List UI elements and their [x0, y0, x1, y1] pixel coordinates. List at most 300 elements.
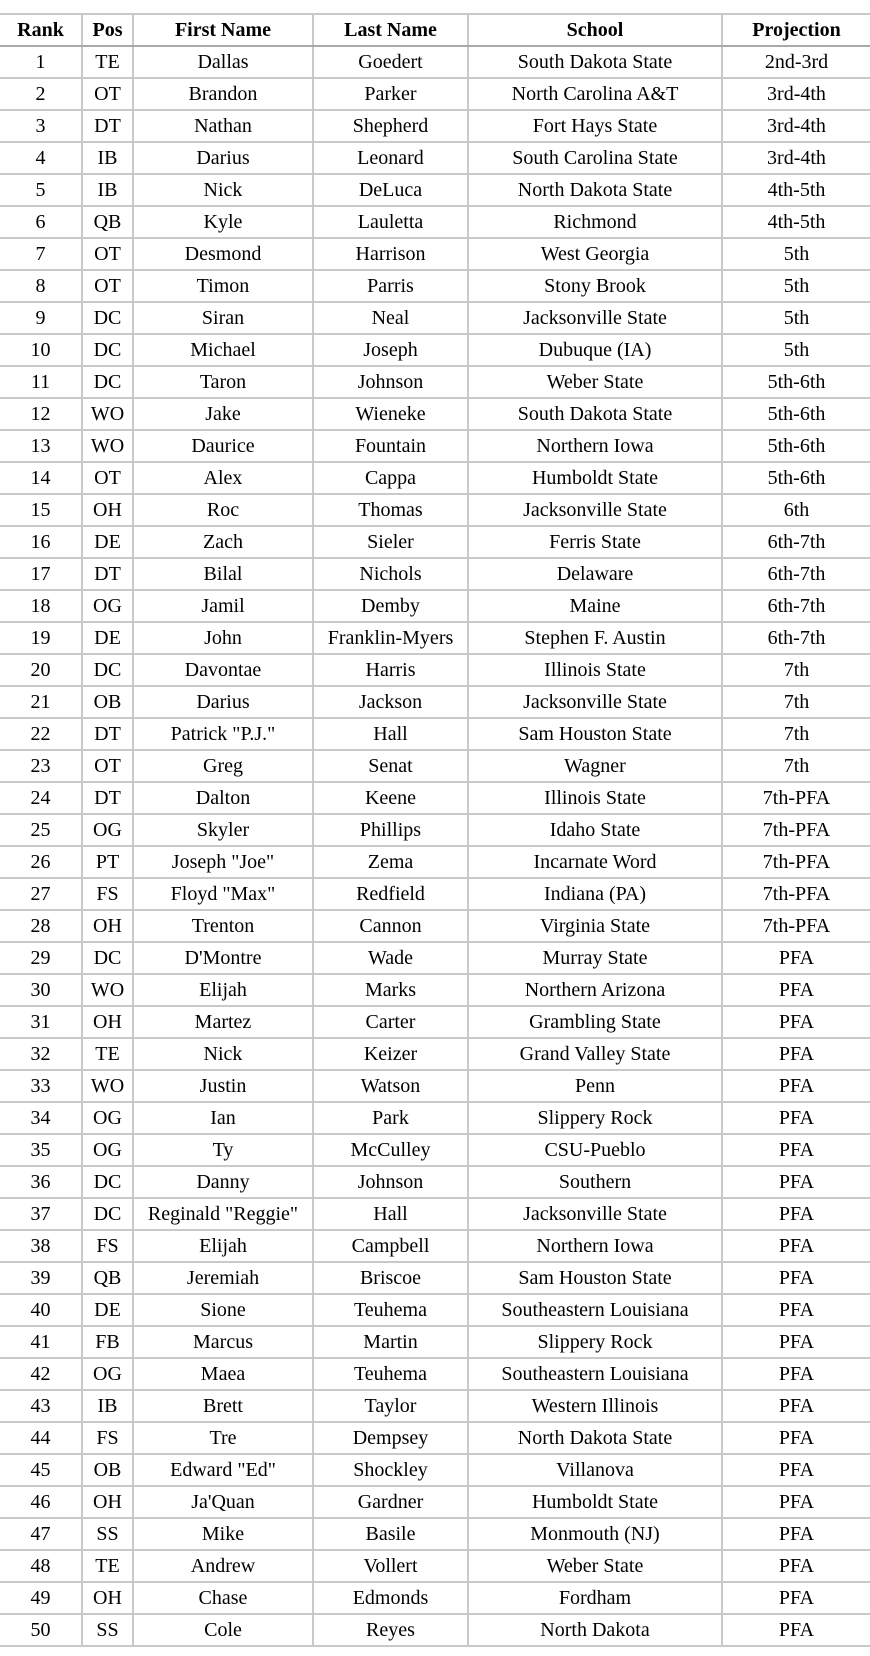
cell-school: Stony Brook: [468, 270, 722, 302]
cell-projection: 7th-PFA: [722, 782, 870, 814]
cell-pos: TE: [82, 46, 133, 78]
table-row: [0, 1198, 870, 1230]
table-row: [0, 1038, 870, 1070]
cell-last-name: Jackson: [313, 686, 468, 718]
cell-pos: WO: [82, 974, 133, 1006]
table-row: [0, 270, 870, 302]
cell-projection: PFA: [722, 1422, 870, 1454]
cell-rank: 41: [0, 1326, 82, 1358]
cell-last-name: Vollert: [313, 1550, 468, 1582]
cell-pos: FS: [82, 1422, 133, 1454]
cell-first-name: Nick: [133, 174, 313, 206]
table-row: [0, 1070, 870, 1102]
cell-last-name: Shepherd: [313, 110, 468, 142]
cell-first-name: Brett: [133, 1390, 313, 1422]
cell-rank: 9: [0, 302, 82, 334]
cell-school: Slippery Rock: [468, 1102, 722, 1134]
cell-school: Northern Arizona: [468, 974, 722, 1006]
cell-projection: PFA: [722, 1582, 870, 1614]
cell-projection: 2nd-3rd: [722, 46, 870, 78]
cell-projection: 7th: [722, 718, 870, 750]
cell-pos: OH: [82, 1486, 133, 1518]
cell-rank: 38: [0, 1230, 82, 1262]
cell-rank: 2: [0, 78, 82, 110]
cell-rank: 40: [0, 1294, 82, 1326]
table-row: [0, 750, 870, 782]
cell-projection: PFA: [722, 1294, 870, 1326]
cell-last-name: Gardner: [313, 1486, 468, 1518]
cell-projection: PFA: [722, 1358, 870, 1390]
cell-first-name: Taron: [133, 366, 313, 398]
cell-school: Jacksonville State: [468, 302, 722, 334]
cell-projection: 6th: [722, 494, 870, 526]
cell-first-name: Jake: [133, 398, 313, 430]
cell-pos: OG: [82, 1134, 133, 1166]
cell-pos: FS: [82, 1230, 133, 1262]
cell-first-name: Dalton: [133, 782, 313, 814]
cell-school: Stephen F. Austin: [468, 622, 722, 654]
table-row: [0, 1166, 870, 1198]
cell-rank: 43: [0, 1390, 82, 1422]
cell-last-name: Carter: [313, 1006, 468, 1038]
draft-prospects-table: [0, 13, 870, 1647]
cell-last-name: Campbell: [313, 1230, 468, 1262]
cell-school: Sam Houston State: [468, 718, 722, 750]
cell-projection: PFA: [722, 1454, 870, 1486]
cell-rank: 12: [0, 398, 82, 430]
table-header: [0, 14, 870, 46]
cell-projection: 6th-7th: [722, 590, 870, 622]
cell-last-name: Phillips: [313, 814, 468, 846]
cell-rank: 6: [0, 206, 82, 238]
cell-rank: 22: [0, 718, 82, 750]
cell-rank: 8: [0, 270, 82, 302]
cell-school: Grand Valley State: [468, 1038, 722, 1070]
cell-pos: DC: [82, 1166, 133, 1198]
cell-rank: 11: [0, 366, 82, 398]
cell-rank: 50: [0, 1614, 82, 1646]
table-row: [0, 1454, 870, 1486]
cell-last-name: Goedert: [313, 46, 468, 78]
table-row: [0, 430, 870, 462]
header-row: [0, 14, 870, 46]
cell-school: Illinois State: [468, 782, 722, 814]
table-row: [0, 1294, 870, 1326]
cell-school: Dubuque (IA): [468, 334, 722, 366]
cell-rank: 19: [0, 622, 82, 654]
cell-first-name: John: [133, 622, 313, 654]
table-body: [0, 46, 870, 1646]
cell-last-name: Thomas: [313, 494, 468, 526]
cell-last-name: Hall: [313, 1198, 468, 1230]
cell-projection: PFA: [722, 1134, 870, 1166]
cell-pos: DT: [82, 110, 133, 142]
cell-first-name: Reginald "Reggie": [133, 1198, 313, 1230]
cell-school: Wagner: [468, 750, 722, 782]
cell-rank: 33: [0, 1070, 82, 1102]
cell-pos: DC: [82, 366, 133, 398]
table-row: [0, 398, 870, 430]
cell-rank: 15: [0, 494, 82, 526]
cell-last-name: Hall: [313, 718, 468, 750]
cell-projection: PFA: [722, 1550, 870, 1582]
cell-pos: IB: [82, 174, 133, 206]
cell-projection: 6th-7th: [722, 558, 870, 590]
cell-last-name: Sieler: [313, 526, 468, 558]
cell-first-name: Siran: [133, 302, 313, 334]
cell-school: West Georgia: [468, 238, 722, 270]
cell-school: Penn: [468, 1070, 722, 1102]
cell-school: South Dakota State: [468, 46, 722, 78]
cell-last-name: Taylor: [313, 1390, 468, 1422]
cell-first-name: Justin: [133, 1070, 313, 1102]
cell-rank: 27: [0, 878, 82, 910]
cell-projection: 7th: [722, 686, 870, 718]
cell-projection: 4th-5th: [722, 174, 870, 206]
cell-pos: DC: [82, 334, 133, 366]
cell-projection: PFA: [722, 1102, 870, 1134]
cell-school: Slippery Rock: [468, 1326, 722, 1358]
cell-school: Jacksonville State: [468, 686, 722, 718]
cell-last-name: Franklin-Myers: [313, 622, 468, 654]
cell-first-name: Roc: [133, 494, 313, 526]
cell-school: Western Illinois: [468, 1390, 722, 1422]
cell-pos: IB: [82, 1390, 133, 1422]
cell-last-name: Zema: [313, 846, 468, 878]
cell-last-name: Harris: [313, 654, 468, 686]
table-row: [0, 1550, 870, 1582]
cell-first-name: Floyd "Max": [133, 878, 313, 910]
cell-projection: PFA: [722, 1326, 870, 1358]
table-row: [0, 302, 870, 334]
table-row: [0, 1422, 870, 1454]
cell-rank: 46: [0, 1486, 82, 1518]
cell-pos: OG: [82, 814, 133, 846]
cell-pos: OH: [82, 910, 133, 942]
cell-school: Virginia State: [468, 910, 722, 942]
cell-last-name: DeLuca: [313, 174, 468, 206]
cell-first-name: Darius: [133, 142, 313, 174]
table-row: [0, 782, 870, 814]
cell-projection: PFA: [722, 1390, 870, 1422]
cell-pos: IB: [82, 142, 133, 174]
column-header-school: School: [468, 14, 722, 46]
cell-first-name: Desmond: [133, 238, 313, 270]
cell-first-name: Nick: [133, 1038, 313, 1070]
cell-rank: 49: [0, 1582, 82, 1614]
table-row: [0, 238, 870, 270]
cell-projection: PFA: [722, 1070, 870, 1102]
cell-rank: 17: [0, 558, 82, 590]
cell-projection: 5th-6th: [722, 430, 870, 462]
cell-school: Southern: [468, 1166, 722, 1198]
cell-projection: PFA: [722, 1230, 870, 1262]
cell-school: Delaware: [468, 558, 722, 590]
cell-last-name: Watson: [313, 1070, 468, 1102]
cell-projection: 3rd-4th: [722, 142, 870, 174]
cell-last-name: Johnson: [313, 366, 468, 398]
cell-school: Monmouth (NJ): [468, 1518, 722, 1550]
cell-rank: 18: [0, 590, 82, 622]
cell-school: North Carolina A&T: [468, 78, 722, 110]
cell-rank: 36: [0, 1166, 82, 1198]
cell-first-name: Davontae: [133, 654, 313, 686]
cell-pos: OH: [82, 1006, 133, 1038]
cell-rank: 37: [0, 1198, 82, 1230]
cell-first-name: Martez: [133, 1006, 313, 1038]
table-row: [0, 366, 870, 398]
cell-rank: 25: [0, 814, 82, 846]
cell-first-name: Trenton: [133, 910, 313, 942]
table-row: [0, 910, 870, 942]
cell-first-name: Danny: [133, 1166, 313, 1198]
cell-pos: OT: [82, 750, 133, 782]
cell-first-name: Skyler: [133, 814, 313, 846]
cell-school: Illinois State: [468, 654, 722, 686]
cell-first-name: Dallas: [133, 46, 313, 78]
cell-pos: OT: [82, 270, 133, 302]
cell-rank: 31: [0, 1006, 82, 1038]
cell-pos: QB: [82, 206, 133, 238]
cell-pos: OG: [82, 1102, 133, 1134]
table-row: [0, 110, 870, 142]
cell-pos: DC: [82, 1198, 133, 1230]
cell-projection: 7th-PFA: [722, 910, 870, 942]
table-row: [0, 718, 870, 750]
cell-first-name: Sione: [133, 1294, 313, 1326]
cell-last-name: Demby: [313, 590, 468, 622]
cell-projection: 3rd-4th: [722, 110, 870, 142]
table-row: [0, 1614, 870, 1646]
table-row: [0, 1134, 870, 1166]
cell-rank: 47: [0, 1518, 82, 1550]
cell-rank: 3: [0, 110, 82, 142]
cell-pos: OT: [82, 462, 133, 494]
cell-first-name: Tre: [133, 1422, 313, 1454]
cell-rank: 20: [0, 654, 82, 686]
cell-rank: 5: [0, 174, 82, 206]
cell-projection: PFA: [722, 1166, 870, 1198]
cell-pos: SS: [82, 1614, 133, 1646]
cell-pos: DE: [82, 526, 133, 558]
cell-first-name: Joseph "Joe": [133, 846, 313, 878]
cell-school: Grambling State: [468, 1006, 722, 1038]
cell-rank: 45: [0, 1454, 82, 1486]
cell-last-name: Martin: [313, 1326, 468, 1358]
cell-rank: 4: [0, 142, 82, 174]
table-row: [0, 174, 870, 206]
cell-last-name: Wieneke: [313, 398, 468, 430]
cell-school: Sam Houston State: [468, 1262, 722, 1294]
cell-school: Maine: [468, 590, 722, 622]
cell-projection: 7th-PFA: [722, 814, 870, 846]
cell-projection: PFA: [722, 974, 870, 1006]
cell-first-name: D'Montre: [133, 942, 313, 974]
table-row: [0, 1006, 870, 1038]
cell-rank: 48: [0, 1550, 82, 1582]
cell-first-name: Elijah: [133, 1230, 313, 1262]
cell-projection: 5th: [722, 270, 870, 302]
cell-school: Idaho State: [468, 814, 722, 846]
cell-last-name: Nichols: [313, 558, 468, 590]
cell-pos: DT: [82, 782, 133, 814]
cell-school: Indiana (PA): [468, 878, 722, 910]
table-row: [0, 46, 870, 78]
cell-last-name: Dempsey: [313, 1422, 468, 1454]
table-row: [0, 974, 870, 1006]
cell-last-name: Parris: [313, 270, 468, 302]
cell-last-name: Cappa: [313, 462, 468, 494]
cell-projection: 5th: [722, 238, 870, 270]
cell-pos: FB: [82, 1326, 133, 1358]
cell-last-name: Harrison: [313, 238, 468, 270]
cell-school: North Dakota: [468, 1614, 722, 1646]
cell-first-name: Patrick "P.J.": [133, 718, 313, 750]
cell-rank: 24: [0, 782, 82, 814]
table-row: [0, 590, 870, 622]
cell-last-name: Joseph: [313, 334, 468, 366]
cell-last-name: Redfield: [313, 878, 468, 910]
table-row: [0, 622, 870, 654]
cell-projection: 5th: [722, 302, 870, 334]
cell-school: Richmond: [468, 206, 722, 238]
cell-first-name: Ian: [133, 1102, 313, 1134]
table-row: [0, 462, 870, 494]
cell-school: Southeastern Louisiana: [468, 1294, 722, 1326]
cell-first-name: Marcus: [133, 1326, 313, 1358]
table-row: [0, 1390, 870, 1422]
cell-last-name: Lauletta: [313, 206, 468, 238]
cell-last-name: Teuhema: [313, 1294, 468, 1326]
cell-school: Weber State: [468, 366, 722, 398]
cell-projection: PFA: [722, 1518, 870, 1550]
table-row: [0, 1358, 870, 1390]
table-row: [0, 526, 870, 558]
cell-last-name: Fountain: [313, 430, 468, 462]
cell-projection: 7th-PFA: [722, 846, 870, 878]
cell-last-name: Marks: [313, 974, 468, 1006]
cell-school: Villanova: [468, 1454, 722, 1486]
cell-pos: DE: [82, 1294, 133, 1326]
cell-first-name: Daurice: [133, 430, 313, 462]
table-row: [0, 1230, 870, 1262]
table-row: [0, 1518, 870, 1550]
cell-school: North Dakota State: [468, 1422, 722, 1454]
cell-first-name: Andrew: [133, 1550, 313, 1582]
cell-projection: 6th-7th: [722, 622, 870, 654]
cell-last-name: Briscoe: [313, 1262, 468, 1294]
cell-projection: 5th-6th: [722, 462, 870, 494]
cell-rank: 16: [0, 526, 82, 558]
column-header-projection: Projection: [722, 14, 870, 46]
cell-last-name: Cannon: [313, 910, 468, 942]
table-row: [0, 814, 870, 846]
cell-last-name: Neal: [313, 302, 468, 334]
cell-pos: OH: [82, 494, 133, 526]
cell-pos: QB: [82, 1262, 133, 1294]
cell-last-name: Johnson: [313, 1166, 468, 1198]
cell-school: Jacksonville State: [468, 1198, 722, 1230]
cell-last-name: McCulley: [313, 1134, 468, 1166]
cell-rank: 30: [0, 974, 82, 1006]
cell-first-name: Cole: [133, 1614, 313, 1646]
cell-pos: DT: [82, 718, 133, 750]
cell-rank: 35: [0, 1134, 82, 1166]
cell-last-name: Keizer: [313, 1038, 468, 1070]
cell-rank: 21: [0, 686, 82, 718]
cell-projection: 7th: [722, 750, 870, 782]
cell-projection: PFA: [722, 1006, 870, 1038]
cell-projection: 7th-PFA: [722, 878, 870, 910]
cell-pos: OB: [82, 686, 133, 718]
cell-school: Fordham: [468, 1582, 722, 1614]
column-header-pos: Pos: [82, 14, 133, 46]
cell-first-name: Darius: [133, 686, 313, 718]
cell-last-name: Basile: [313, 1518, 468, 1550]
cell-pos: OT: [82, 238, 133, 270]
table-row: [0, 78, 870, 110]
cell-projection: 5th: [722, 334, 870, 366]
cell-school: Ferris State: [468, 526, 722, 558]
cell-pos: PT: [82, 846, 133, 878]
cell-projection: 7th: [722, 654, 870, 686]
cell-rank: 28: [0, 910, 82, 942]
cell-rank: 1: [35, 50, 46, 73]
cell-first-name: Timon: [133, 270, 313, 302]
cell-projection: 5th-6th: [722, 398, 870, 430]
column-header-first-name: First Name: [133, 14, 313, 46]
cell-last-name: Reyes: [313, 1614, 468, 1646]
cell-pos: OG: [82, 590, 133, 622]
cell-first-name: Ty: [133, 1134, 313, 1166]
cell-last-name: Senat: [313, 750, 468, 782]
table-row: [0, 142, 870, 174]
cell-first-name: Chase: [133, 1582, 313, 1614]
cell-first-name: Zach: [133, 526, 313, 558]
cell-school: Northern Iowa: [468, 1230, 722, 1262]
cell-pos: OB: [82, 1454, 133, 1486]
cell-last-name: Edmonds: [313, 1582, 468, 1614]
cell-pos: DE: [82, 622, 133, 654]
cell-first-name: Jamil: [133, 590, 313, 622]
table-row: [0, 654, 870, 686]
cell-pos: SS: [82, 1518, 133, 1550]
cell-pos: TE: [82, 1038, 133, 1070]
cell-projection: PFA: [722, 1262, 870, 1294]
cell-projection: PFA: [722, 1038, 870, 1070]
cell-last-name: Parker: [313, 78, 468, 110]
cell-pos: TE: [82, 1550, 133, 1582]
cell-last-name: Park: [313, 1102, 468, 1134]
cell-pos: OH: [82, 1582, 133, 1614]
cell-projection: PFA: [722, 942, 870, 974]
cell-school: Jacksonville State: [468, 494, 722, 526]
table-row: [0, 558, 870, 590]
cell-pos: OG: [82, 1358, 133, 1390]
table-row: [0, 1102, 870, 1134]
cell-rank: 44: [0, 1422, 82, 1454]
table-row: [0, 942, 870, 974]
table-row: [0, 334, 870, 366]
cell-school: Humboldt State: [468, 1486, 722, 1518]
cell-first-name: Nathan: [133, 110, 313, 142]
cell-school: Southeastern Louisiana: [468, 1358, 722, 1390]
table-row: [0, 1582, 870, 1614]
cell-rank: 42: [0, 1358, 82, 1390]
cell-rank: 26: [0, 846, 82, 878]
cell-projection: 6th-7th: [722, 526, 870, 558]
cell-school: Murray State: [468, 942, 722, 974]
